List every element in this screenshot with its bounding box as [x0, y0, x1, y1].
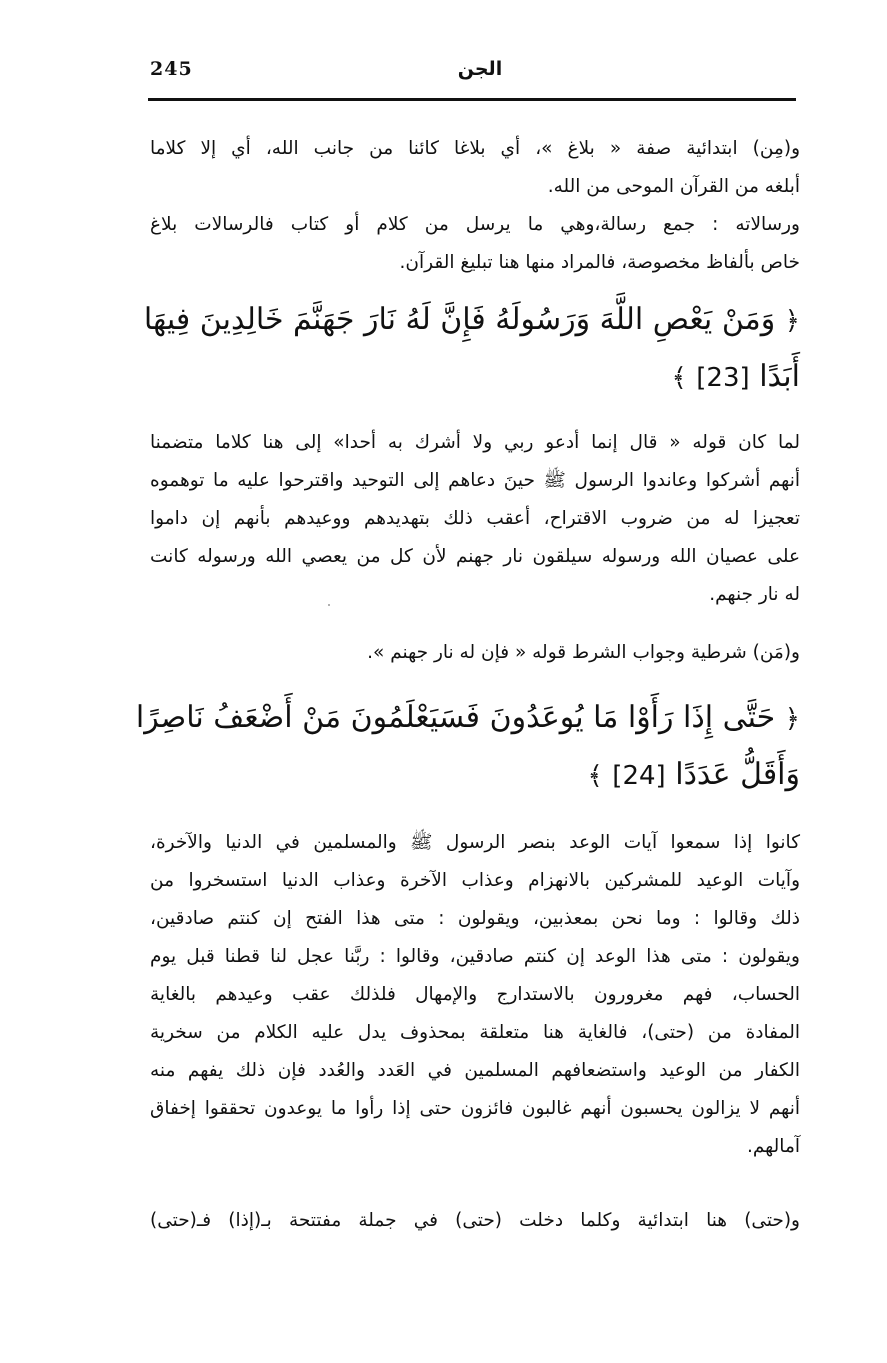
verse-text: وَأَقَلُّ عَدَدًا — [675, 757, 800, 792]
text-line: على عصيان الله ورسوله سيلقون نار جهنم لأن كل من يعصي الله ورسوله كانت — [150, 546, 800, 567]
text-line: الكفار من الوعيد واستضعافهم المسلمين في العَدد والعُدد فإن ذلك يفهم منه — [150, 1060, 800, 1081]
text-line: الحساب، فهم مغرورون بالاستدارج والإمهال فلذلك عقب وعيدهم بالغاية — [150, 984, 800, 1005]
page-number: 245 — [150, 58, 193, 80]
quran-verse-24 — [135, 690, 800, 804]
text-line: و(مِن) ابتدائية صفة « بلاغ »، أي بلاغا كائنا من جانب الله، أي إلا كلاما — [150, 138, 800, 159]
text-line: وآيات الوعيد للمشركين بالانهزام وعذاب الآخرة وعذاب الدنيا استسخروا من — [150, 870, 800, 891]
quran-verse-23 — [143, 292, 800, 406]
text-line: المفادة من (حتى)، فالغاية هنا متعلقة بمحذوف يدل عليه الكلام من سخرية — [150, 1022, 800, 1043]
text-line: أنهم أشركوا وعاندوا الرسول ﷺ حينَ دعاهم إلى التوحيد واقترحوا عليه ما توهموه — [150, 470, 800, 491]
paragraph-min-explanation — [150, 130, 800, 206]
verse-text: وَمَنْ يَعْصِ اللَّهَ وَرَسُولَهُ فَإِنَّ لَهُ نَارَ جَهَنَّمَ خَالِدِينَ فِيهَا — [143, 302, 776, 337]
paragraph-man-conditional — [150, 634, 800, 672]
text-line: أنهم لا يزالون يحسبون أنهم غالبون فائزون حتى إذا رأوا ما يوعدون تحققوا إخفاق — [150, 1098, 800, 1119]
paragraph-risalat-explanation — [150, 206, 800, 282]
text-line: لما كان قوله « قال إنما أدعو ربي ولا أشرك به أحدا» إلى هنا كلاما متضمنا — [150, 432, 800, 453]
verse-line — [150, 349, 800, 406]
scan-speck — [328, 604, 330, 606]
text-line: ذلك وقالوا : وما نحن بمعذبين، ويقولون : متى هذا الفتح إن كنتم صادقين، — [150, 908, 800, 929]
verse-text: حَتَّى إِذَا رَأَوْا مَا يُوعَدُونَ فَسَيَعْلَمُونَ مَنْ أَضْعَفُ نَاصِرًا — [135, 700, 776, 735]
verse-close-bracket: ﴾ — [587, 761, 603, 791]
paragraph-verse-24-commentary — [150, 824, 800, 1166]
verse-line — [135, 690, 800, 747]
verse-open-bracket: ﴿ — [784, 306, 800, 336]
text-line: ويقولون : متى هذا الوعد إن كنتم صادقين، وقالوا : ربَّنا عجل لنا قطنا قبل يوم — [150, 946, 800, 967]
text-line: تعجيزا له من ضروب الاقتراح، أعقب ذلك بتهديدهم ووعيدهم بأنهم إن داموا — [150, 508, 800, 529]
running-title: الجن — [457, 58, 503, 80]
text-line: أبلغه من القرآن الموحى من الله. — [547, 176, 800, 197]
text-line: و(مَن) شرطية وجواب الشرط قوله « فإن له نار جهنم ». — [367, 642, 800, 663]
verse-close-bracket: ﴾ — [671, 363, 687, 393]
verse-line — [143, 292, 800, 349]
header-rule — [148, 98, 796, 101]
paragraph-verse-23-commentary — [150, 424, 800, 614]
verse-open-bracket: ﴿ — [784, 704, 800, 734]
text-line: آمالهم. — [746, 1136, 800, 1157]
text-line: خاص بألفاظ مخصوصة، فالمراد منها هنا تبليغ القرآن. — [399, 252, 800, 273]
verse-number: [23] — [696, 363, 750, 393]
text-line: ورسالاته : جمع رسالة،وهي ما يرسل من كلام أو كتاب فالرسالات بلاغ — [150, 214, 800, 235]
verse-text: أَبَدًا — [759, 359, 800, 394]
paragraph-hatta-explanation — [150, 1202, 800, 1240]
verse-number: [24] — [612, 761, 666, 791]
text-line: له نار جنهم. — [709, 584, 800, 605]
verse-line — [150, 747, 800, 804]
text-line: و(حتى) هنا ابتدائية وكلما دخلت (حتى) في جملة مفتتحة بـ(إذا) فـ(حتى) — [150, 1210, 800, 1231]
text-line: كانوا إذا سمعوا آيات الوعد بنصر الرسول ﷺ والمسلمين في الدنيا والآخرة، — [150, 832, 800, 853]
